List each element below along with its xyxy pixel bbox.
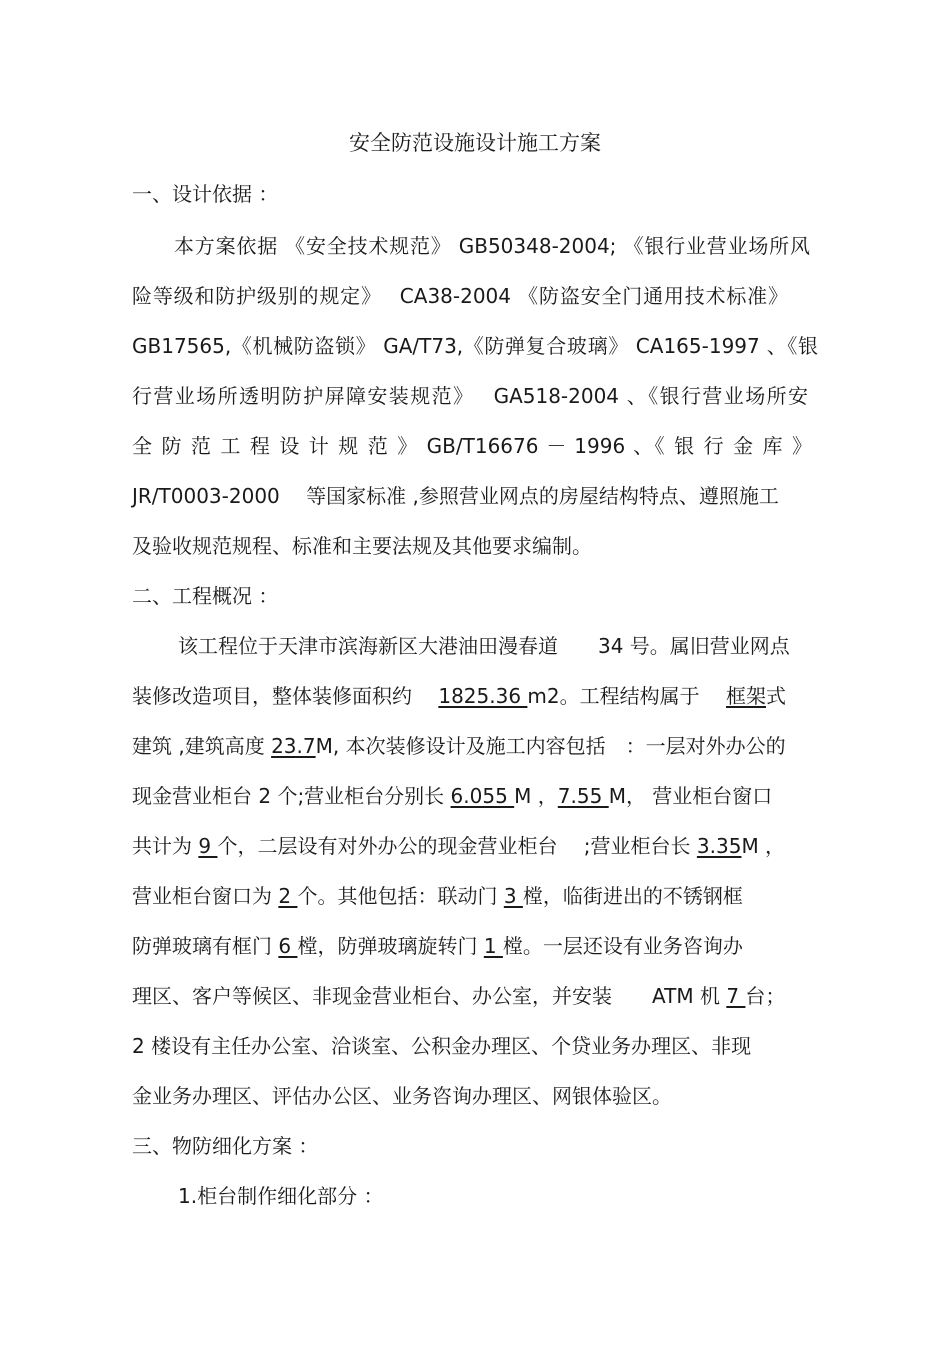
document-title: 安全防范设施设计施工方案 [349, 131, 601, 155]
overview-line-2 [132, 683, 822, 709]
overview-line-3-text-b: M, 本次装修设计及施工内容包括 ：一层对外办公的 [315, 734, 786, 758]
section-heading-physical-protection: 三、物防细化方案 ： [132, 1134, 319, 1158]
overview-line-6-text-b: 个。其他包括：联动门 [297, 884, 504, 908]
overview-line-6 [132, 883, 822, 909]
section-heading-basis: 一、设计依据 ： [132, 182, 279, 206]
basis-line-4: 行营业场所透明防护屏障安装规范》 GA518-2004 、《银行营业场所安 [132, 384, 808, 408]
overview-line-2-text-b: m2。工程结构属于 [527, 684, 726, 708]
counter-length-3-value: 3.35 [696, 834, 742, 858]
window-count-1-value: 9 [198, 834, 218, 858]
overview-line-4-text-c: M， 营业柜台窗口 [608, 784, 773, 808]
overview-line-3-text-a: 建筑 ,建筑高度 [132, 734, 272, 758]
overview-line-1: 该工程位于天津市滨海新区大港油田漫春道 34 号。属旧营业网点 [178, 634, 790, 658]
subsection-counter-fabrication: 1.柜台制作细化部分 ： [178, 1184, 384, 1208]
overview-line-4-text-b: M ， [514, 784, 558, 808]
overview-line-4 [132, 783, 822, 809]
overview-line-8-text-b: 台； [745, 984, 786, 1008]
overview-line-5-text-b: 个，二层设有对外办公的现金营业柜台 ;营业柜台长 [217, 834, 697, 858]
basis-line-3: GB17565,《机械防盗锁》 GA/T73,《防弹复合玻璃》 CA165-1997 、《银 [132, 334, 818, 358]
overview-line-7-text-b: 樘，防弹玻璃旋转门 [297, 934, 484, 958]
basis-line-1: 本方案依据 《安全技术规范》 GB50348-2004; 《银行业营业场所风 [174, 234, 810, 258]
basis-line-2: 险等级和防护级别的规定》 CA38-2004 《防盗安全门通用技术标准》 [132, 284, 788, 308]
counter-length-1-value: 6.055 [450, 784, 515, 808]
window-count-2-value: 2 [278, 884, 298, 908]
overview-line-2-text-c: 式 [766, 684, 786, 708]
revolving-door-count-value: 1 [483, 934, 503, 958]
overview-line-2-text-a: 装修改造项目，整体装修面积约 [132, 684, 439, 708]
linked-door-count-value: 3 [503, 884, 523, 908]
overview-line-6-text-c: 樘，临街进出的不锈钢框 [522, 884, 743, 908]
overview-line-9: 2 楼设有主任办公室、洽谈室、公积金办理区、个贷业务办理区、非现 [132, 1034, 752, 1058]
overview-line-10: 金业务办理区、评估办公区、业务咨询办理区、网银体验区。 [132, 1084, 672, 1108]
building-height-value: 23.7 [271, 734, 316, 758]
overview-line-5 [132, 833, 822, 859]
section-heading-overview: 二、工程概况 ： [132, 584, 279, 608]
overview-line-7 [132, 933, 822, 959]
overview-line-5-text-a: 共计为 [132, 834, 199, 858]
atm-count-value: 7 [726, 984, 746, 1008]
overview-line-8 [132, 983, 822, 1009]
basis-line-6: JR/T0003-2000 等国家标准 ,参照营业网点的房屋结构特点、遵照施工 [132, 484, 779, 508]
overview-line-4-text-a: 现金营业柜台 2 个;营业柜台分别长 [132, 784, 451, 808]
overview-line-7-text-a: 防弹玻璃有框门 [132, 934, 279, 958]
overview-line-3 [132, 733, 822, 759]
framed-door-count-value: 6 [278, 934, 298, 958]
overview-line-5-text-c: M ， [741, 834, 786, 858]
basis-line-7: 及验收规范规程、标准和主要法规及其他要求编制。 [132, 534, 592, 558]
basis-line-5: 全 防 范 工 程 设 计 规 范 》 GB/T16676 － 1996 、《 银 行 金 库 》 [132, 434, 812, 458]
floor-area-value: 1825.36 [438, 684, 528, 708]
overview-line-6-text-a: 营业柜台窗口为 [132, 884, 279, 908]
overview-line-7-text-c: 樘。一层还设有业务咨询办 [502, 934, 743, 958]
counter-length-2-value: 7.55 [557, 784, 609, 808]
overview-line-8-text-a: 理区、客户等候区、非现金营业柜台、办公室，并安装 ATM 机 [132, 984, 727, 1008]
structure-type-value: 框架 [726, 684, 766, 708]
